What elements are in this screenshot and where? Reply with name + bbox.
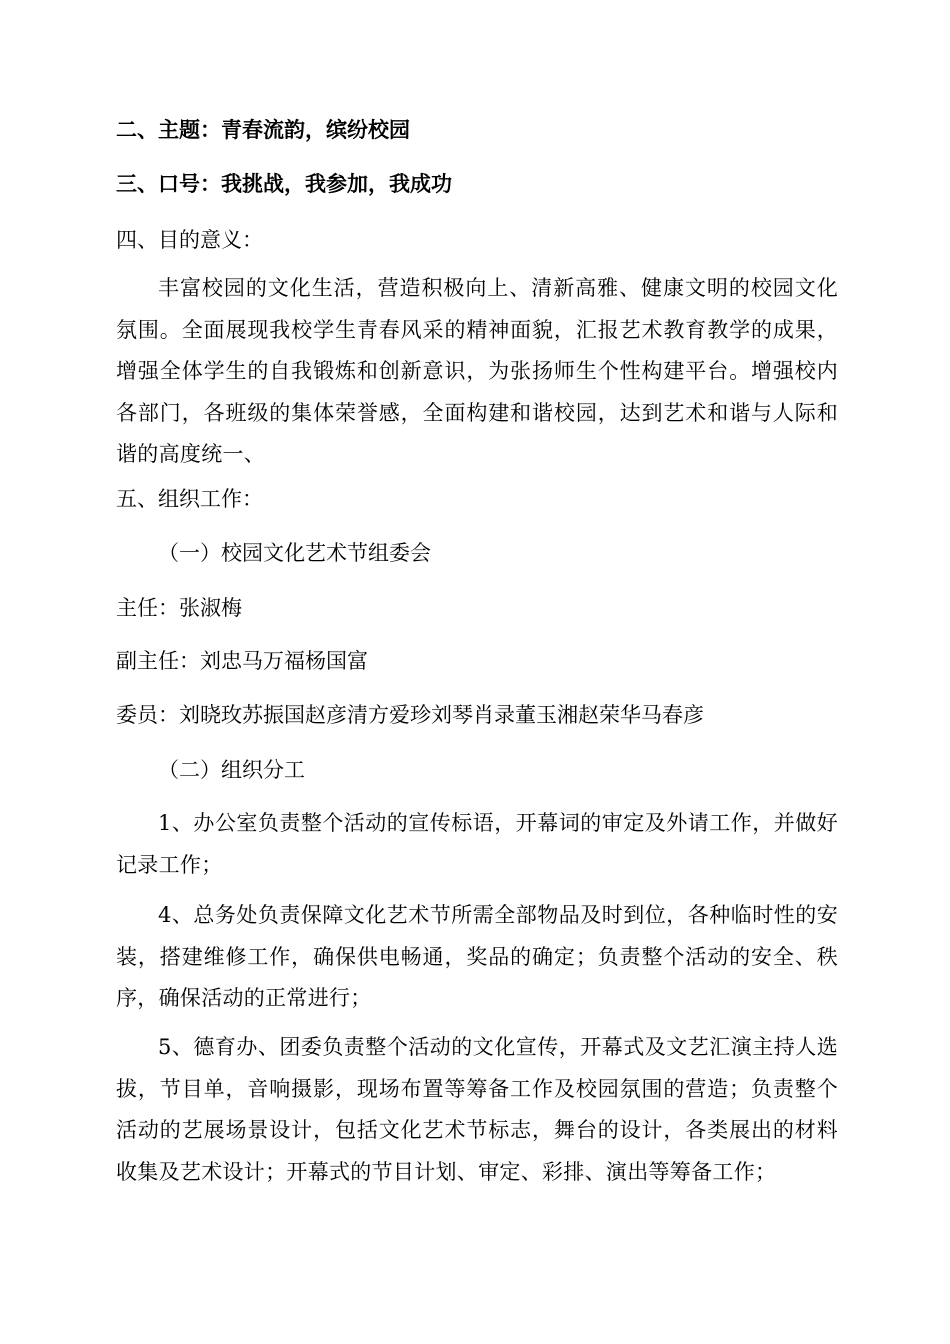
purpose-paragraph: 丰富校园的文化生活，营造积极向上、清新高雅、健康文明的校园文化氛围。全面展现我校学生青春风采的精神面貌，汇报艺术教育教学的成果，增强全体学生的自我锻炼和创新意识，为张扬师生个性构建平台。增强校内各部门，各班级的集体荣誉感，全面构建和谐校园，达到艺术和谐与人际和谐的高度统一、 bbox=[116, 276, 838, 466]
director-line: 主任：张淑梅 bbox=[116, 596, 242, 620]
heading-slogan: 三、口号：我挑战，我参加，我成功 bbox=[116, 171, 452, 196]
division-title: （二）组织分工 bbox=[158, 758, 305, 782]
heading-theme: 二、主题：青春流韵，缤纷校园 bbox=[116, 117, 410, 142]
duty-item-4: 4、总务处负责保障文化艺术节所需全部物品及时到位，各种临时性的安装，搭建维修工作，确保供电畅通，奖品的确定；负责整个活动的安全、秩序，确保活动的正常进行； bbox=[116, 903, 838, 1010]
heading-purpose: 四、目的意义： bbox=[116, 228, 263, 252]
heading-organization: 五、组织工作： bbox=[116, 487, 263, 511]
duty-item-1: 1、办公室负责整个活动的宣传标语，开幕词的审定及外请工作，并做好记录工作； bbox=[116, 811, 838, 877]
members-line: 委员：刘晓玫苏振国赵彦清方爱珍刘琴肖录董玉湘赵荣华马春彦 bbox=[116, 703, 704, 727]
deputy-director-line: 副主任：刘忠马万福杨国富 bbox=[116, 649, 368, 673]
duty-item-5: 5、德育办、团委负责整个活动的文化宣传，开幕式及文艺汇演主持人选拔，节目单，音响摄影，现场布置等筹备工作及校园氛围的营造；负责整个活动的艺展场景设计，包括文化艺术节标志，舞台的设计，各类展出的材料收集及艺术设计；开幕式的节目计划、审定、彩排、演出等筹备工作； bbox=[116, 1035, 838, 1184]
committee-title: （一）校园文化艺术节组委会 bbox=[158, 541, 431, 565]
